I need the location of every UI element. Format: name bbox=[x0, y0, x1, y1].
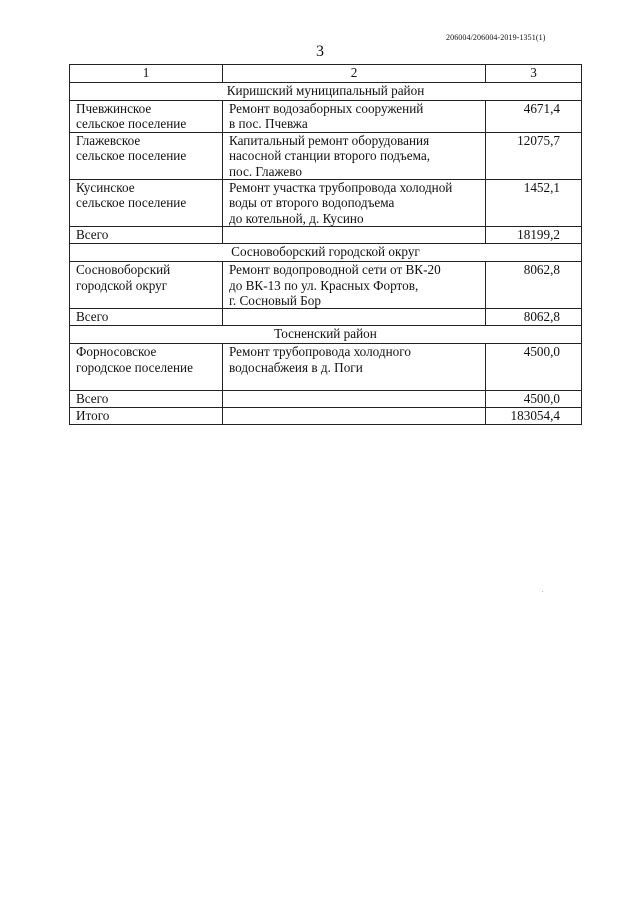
amount-cell: 4500,0 bbox=[486, 344, 582, 391]
settlement-line: Форносовское bbox=[76, 344, 157, 360]
settlement-line: сельское поселение bbox=[76, 116, 187, 132]
empty-cell bbox=[223, 408, 486, 425]
table-row bbox=[70, 132, 582, 179]
grand-total-label: Итого bbox=[70, 408, 223, 425]
empty-cell bbox=[223, 391, 486, 408]
settlement-line: Пчевжинское bbox=[76, 101, 152, 116]
document-code: 206004/206004-2019-1351(1) bbox=[446, 33, 546, 42]
table-row bbox=[70, 262, 582, 309]
amount-cell: 8062,8 bbox=[486, 262, 582, 309]
subtotal-amount: 4500,0 bbox=[486, 391, 582, 408]
amount-cell: 12075,7 bbox=[486, 132, 582, 179]
work-line: водоснабжеия в д. Поги bbox=[229, 359, 363, 375]
section-title: Киришский муниципальный район bbox=[70, 83, 582, 101]
settlement-cell bbox=[70, 101, 223, 133]
settlement-line: Глажевское bbox=[76, 132, 141, 148]
subtotal-label: Всего bbox=[70, 309, 223, 326]
funding-table bbox=[69, 64, 582, 425]
section-heading-row bbox=[70, 244, 582, 262]
settlement-cell bbox=[70, 132, 223, 179]
section-title: Тосненский район bbox=[70, 326, 582, 344]
table-header-row bbox=[70, 65, 582, 83]
work-line: в пос. Пчевжа bbox=[229, 116, 308, 132]
settlement-cell bbox=[70, 180, 223, 227]
settlement-cell bbox=[70, 262, 223, 309]
grand-total-amount: 183054,4 bbox=[486, 408, 582, 425]
section-heading-row bbox=[70, 326, 582, 344]
subtotal-label: Всего bbox=[70, 227, 223, 244]
work-line: насосной станции второго подъема, bbox=[229, 148, 430, 164]
settlement-line: Сосновоборский bbox=[76, 262, 171, 278]
work-line: Ремонт водозаборных сооружений bbox=[229, 101, 424, 116]
settlement-line: городское поселение bbox=[76, 359, 193, 375]
table-row bbox=[70, 101, 582, 133]
section-title: Сосновоборский городской округ bbox=[70, 244, 582, 262]
column-header: 1 bbox=[70, 65, 223, 83]
work-line: до ВК-13 по ул. Красных Фортов, bbox=[229, 277, 419, 293]
settlement-line: сельское поселение bbox=[76, 195, 187, 211]
subtotal-amount: 8062,8 bbox=[486, 309, 582, 326]
settlement-line: Кусинское bbox=[76, 180, 135, 196]
work-line: пос. Глажево bbox=[229, 163, 303, 179]
work-line: Ремонт водопроводной сети от ВК-20 bbox=[229, 262, 441, 278]
settlement-cell bbox=[70, 344, 223, 391]
table-row bbox=[70, 180, 582, 227]
scan-speck bbox=[542, 591, 543, 592]
subtotal-label: Всего bbox=[70, 391, 223, 408]
section-heading-row bbox=[70, 83, 582, 101]
work-line: до котельной, д. Кусино bbox=[229, 210, 364, 226]
subtotal-row bbox=[70, 309, 582, 326]
work-line: г. Сосновый Бор bbox=[229, 293, 321, 309]
subtotal-row bbox=[70, 391, 582, 408]
amount-cell: 1452,1 bbox=[486, 180, 582, 227]
work-cell bbox=[223, 101, 486, 133]
work-cell bbox=[223, 180, 486, 227]
work-line: Ремонт трубопровода холодного bbox=[229, 344, 411, 360]
empty-cell bbox=[223, 227, 486, 244]
work-cell bbox=[223, 132, 486, 179]
empty-cell bbox=[223, 309, 486, 326]
column-header: 2 bbox=[223, 65, 486, 83]
subtotal-amount: 18199,2 bbox=[486, 227, 582, 244]
work-line: Капитальный ремонт оборудования bbox=[229, 132, 430, 148]
work-line: Ремонт участка трубопровода холодной bbox=[229, 180, 453, 196]
table-row bbox=[70, 344, 582, 391]
work-cell bbox=[223, 262, 486, 309]
settlement-line: городской округ bbox=[76, 277, 168, 293]
work-line: воды от второго водоподъема bbox=[229, 195, 395, 211]
page-number: 3 bbox=[316, 43, 324, 60]
subtotal-row bbox=[70, 227, 582, 244]
column-header: 3 bbox=[486, 65, 582, 83]
settlement-line: сельское поселение bbox=[76, 148, 187, 164]
amount-cell: 4671,4 bbox=[486, 101, 582, 133]
grand-total-row bbox=[70, 408, 582, 425]
work-cell bbox=[223, 344, 486, 391]
